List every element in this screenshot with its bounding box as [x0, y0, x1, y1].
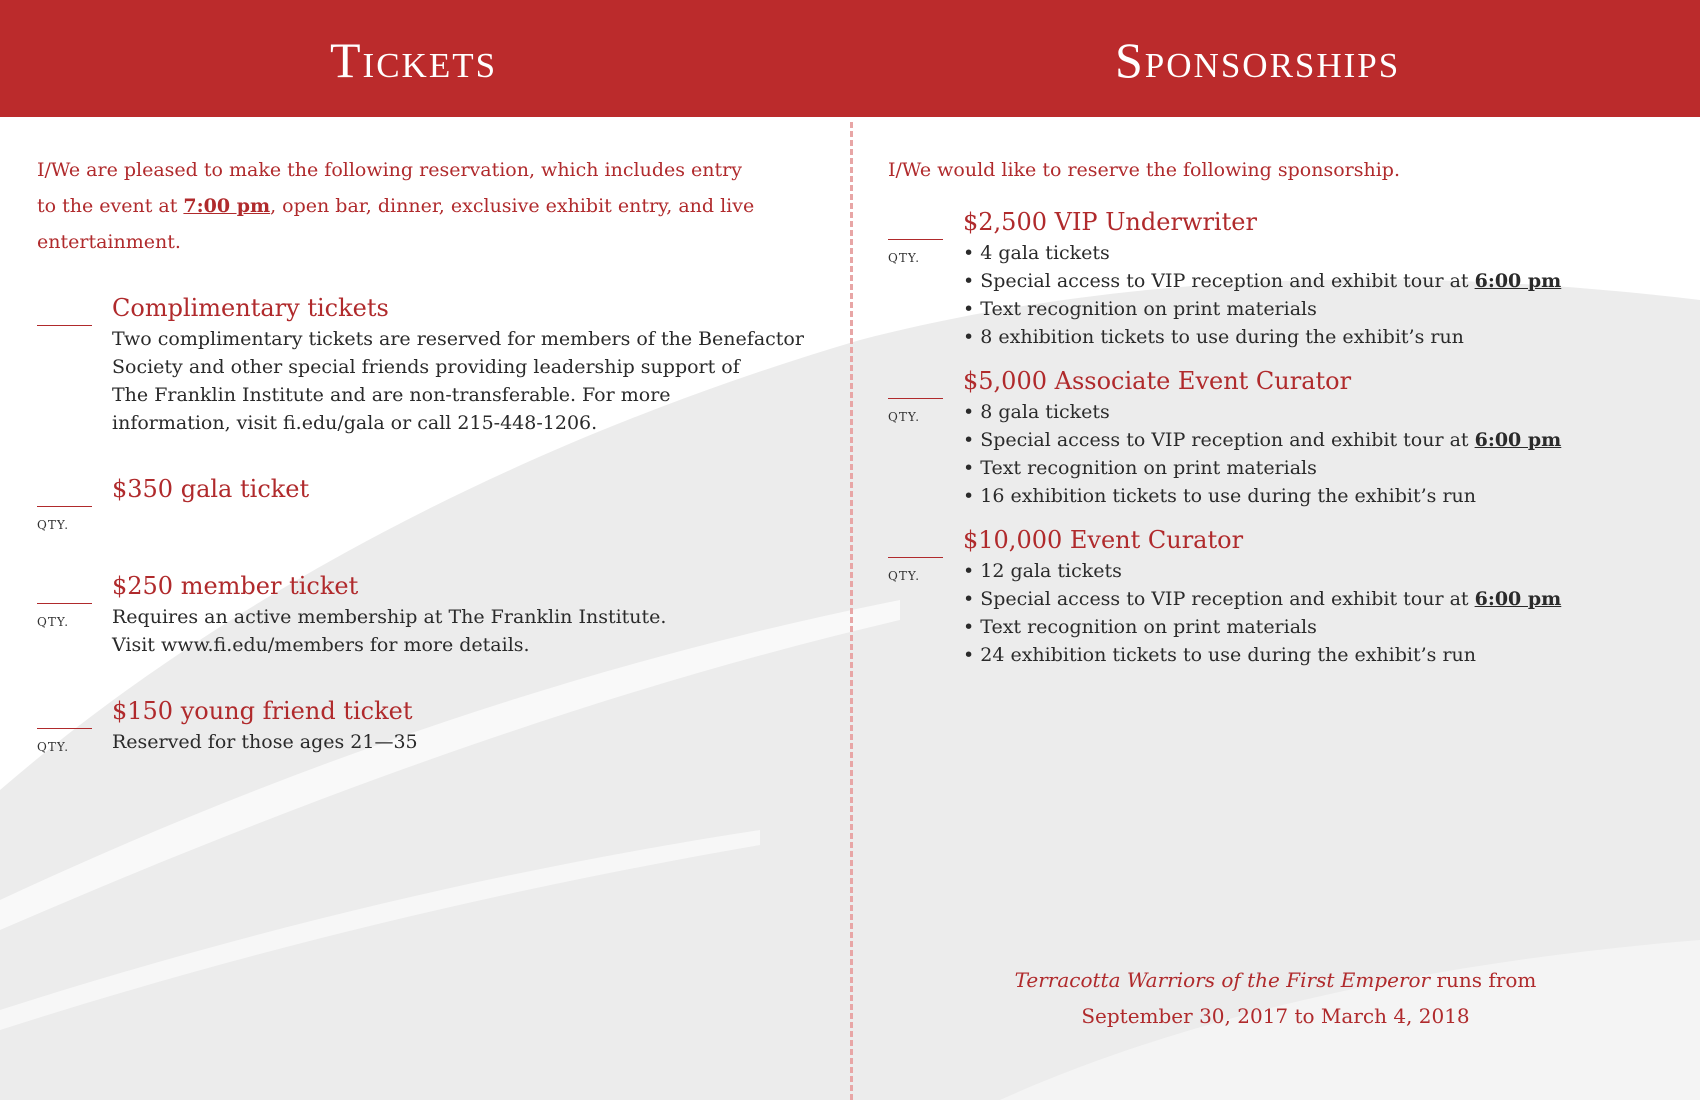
description-line: The Franklin Institute and are non-transferable. For more: [112, 384, 671, 406]
qty-field[interactable]: [888, 239, 943, 240]
benefit-line: • 16 exhibition tickets to use during the exhibit’s run: [963, 485, 1477, 507]
benefit-time: 6:00 pm: [1474, 588, 1562, 610]
description-line: Visit www.fi.edu/members for more details.: [112, 634, 530, 656]
ticket-description: [112, 728, 418, 756]
benefit-line: • 12 gala tickets: [963, 560, 1122, 582]
exhibit-run-dates: [888, 962, 1663, 1034]
tickets-intro-time: 7:00 pm: [183, 195, 271, 217]
benefit-line: [963, 585, 1561, 613]
benefit-line: • 8 gala tickets: [963, 401, 1110, 423]
benefit-time: 6:00 pm: [1474, 429, 1562, 451]
benefit-line: • 4 gala tickets: [963, 242, 1110, 264]
tickets-intro-tail: , open bar, dinner, exclusive exhibit entry, and live: [270, 195, 755, 217]
ticket-title: $250 member ticket: [112, 572, 359, 600]
description-line: Society and other special friends providing leadership support of: [112, 356, 740, 378]
tickets-intro-line3: entertainment.: [37, 231, 181, 253]
benefit-line: [963, 267, 1561, 295]
ticket-title: $150 young friend ticket: [112, 697, 413, 725]
benefit-text: • Special access to VIP reception and exhibit tour at: [963, 588, 1475, 610]
tickets-intro-lead: to the event at: [37, 195, 184, 217]
qty-field[interactable]: [888, 398, 943, 399]
description-line: Reserved for those ages 21—35: [112, 731, 418, 753]
ticket-title: Complimentary tickets: [112, 294, 389, 322]
sponsorship-title: $5,000 Associate Event Curator: [963, 367, 1352, 395]
qty-field[interactable]: [37, 603, 92, 604]
qty-label: QTY.: [888, 569, 921, 583]
description-line: information, visit fi.edu/gala or call 215-448-1206.: [112, 412, 598, 434]
perforation-divider: [850, 122, 853, 1100]
description-line: Requires an active membership at The Franklin Institute.: [112, 606, 667, 628]
sponsorships-intro: I/We would like to reserve the following sponsorship.: [888, 159, 1400, 181]
tickets-intro: [37, 152, 817, 260]
qty-field[interactable]: [888, 557, 943, 558]
benefit-line: • Text recognition on print materials: [963, 616, 1317, 638]
qty-field[interactable]: [37, 728, 92, 729]
qty-label: QTY.: [37, 615, 70, 629]
qty-label: QTY.: [37, 740, 70, 754]
sponsorships-heading: Sponsorships: [1115, 32, 1401, 88]
qty-label: QTY.: [888, 410, 921, 424]
sponsorship-benefits: [963, 239, 1561, 351]
runs-from-text: runs from: [1430, 968, 1537, 992]
sponsorship-benefits: [963, 557, 1561, 669]
exhibit-dates: September 30, 2017 to March 4, 2018: [1081, 1004, 1470, 1028]
benefit-line: • 8 exhibition tickets to use during the exhibit’s run: [963, 326, 1464, 348]
tickets-heading: Tickets: [330, 32, 498, 88]
sponsorship-benefits: [963, 398, 1561, 510]
qty-label: QTY.: [888, 251, 921, 265]
qty-field[interactable]: [37, 325, 92, 326]
benefit-line: • 24 exhibition tickets to use during the exhibit’s run: [963, 644, 1477, 666]
description-line: Two complimentary tickets are reserved for members of the Benefactor: [112, 328, 804, 350]
ticket-description: [112, 603, 666, 659]
exhibit-title: Terracotta Warriors of the First Emperor: [1014, 968, 1431, 992]
sponsorship-title: $10,000 Event Curator: [963, 526, 1244, 554]
ticket-description: [112, 325, 804, 437]
tickets-intro-line1: I/We are pleased to make the following reservation, which includes entry: [37, 159, 742, 181]
benefit-line: [963, 426, 1561, 454]
benefit-time: 6:00 pm: [1474, 270, 1562, 292]
benefit-text: • Special access to VIP reception and exhibit tour at: [963, 429, 1475, 451]
sponsorship-title: $2,500 VIP Underwriter: [963, 208, 1257, 236]
benefit-text: • Special access to VIP reception and exhibit tour at: [963, 270, 1475, 292]
ticket-title: $350 gala ticket: [112, 475, 310, 503]
benefit-line: • Text recognition on print materials: [963, 298, 1317, 320]
header-band: [0, 0, 1700, 117]
qty-field[interactable]: [37, 506, 92, 507]
qty-label: QTY.: [37, 518, 70, 532]
benefit-line: • Text recognition on print materials: [963, 457, 1317, 479]
